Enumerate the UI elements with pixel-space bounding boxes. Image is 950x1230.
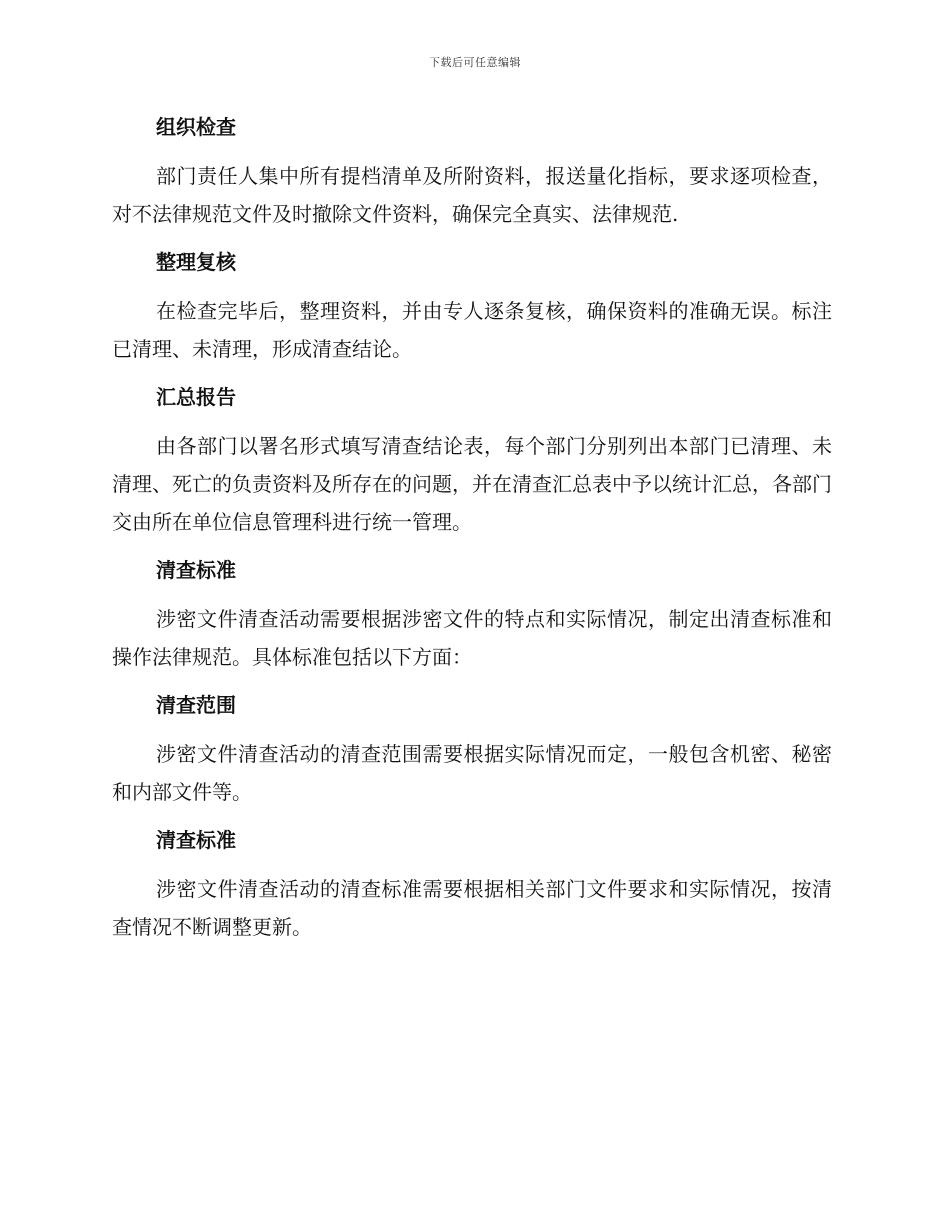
section-paragraph: 在检查完毕后，整理资料，并由专人逐条复核，确保资料的准确无误。标注已清理、未清理，形成清查结论。 — [112, 299, 832, 361]
section-paragraph: 涉密文件清查活动的清查标准需要根据相关部门文件要求和实际情况，按清查情况不断调整更新。 — [112, 877, 832, 939]
section-paragraph: 涉密文件清查活动的清查范围需要根据实际情况而定，一般包含机密、秘密和内部文件等。 — [112, 742, 832, 804]
section-organize-check — [112, 110, 832, 233]
section-heading: 清查标准 — [156, 558, 236, 582]
section-heading: 清查范围 — [156, 693, 236, 717]
section-heading: 整理复核 — [156, 250, 236, 274]
section-paragraph: 部门责任人集中所有提档清单及所附资料，报送量化指标，要求逐项检查，对不法律规范文件及时撤除文件资料，确保完全真实、法律规范. — [112, 164, 832, 226]
section-inspection-standard-2 — [112, 823, 832, 946]
section-heading: 组织检查 — [156, 115, 236, 139]
section-inspection-standard — [112, 553, 832, 676]
section-heading: 汇总报告 — [156, 385, 236, 409]
section-paragraph: 涉密文件清查活动需要根据涉密文件的特点和实际情况，制定出清查标准和操作法律规范。具体标准包括以下方面： — [112, 607, 832, 669]
page-header: 下载后可任意编辑 — [429, 56, 521, 69]
section-summary-report — [112, 380, 832, 541]
section-inspection-scope — [112, 688, 832, 811]
document-body — [112, 110, 832, 958]
section-review — [112, 245, 832, 368]
section-paragraph: 由各部门以署名形式填写清查结论表，每个部门分别列出本部门已清理、未清理、死亡的负责资料及所存在的问题，并在清查汇总表中予以统计汇总，各部门交由所在单位信息管理科进行统一管理。 — [112, 434, 832, 534]
section-heading: 清查标准 — [156, 828, 236, 852]
